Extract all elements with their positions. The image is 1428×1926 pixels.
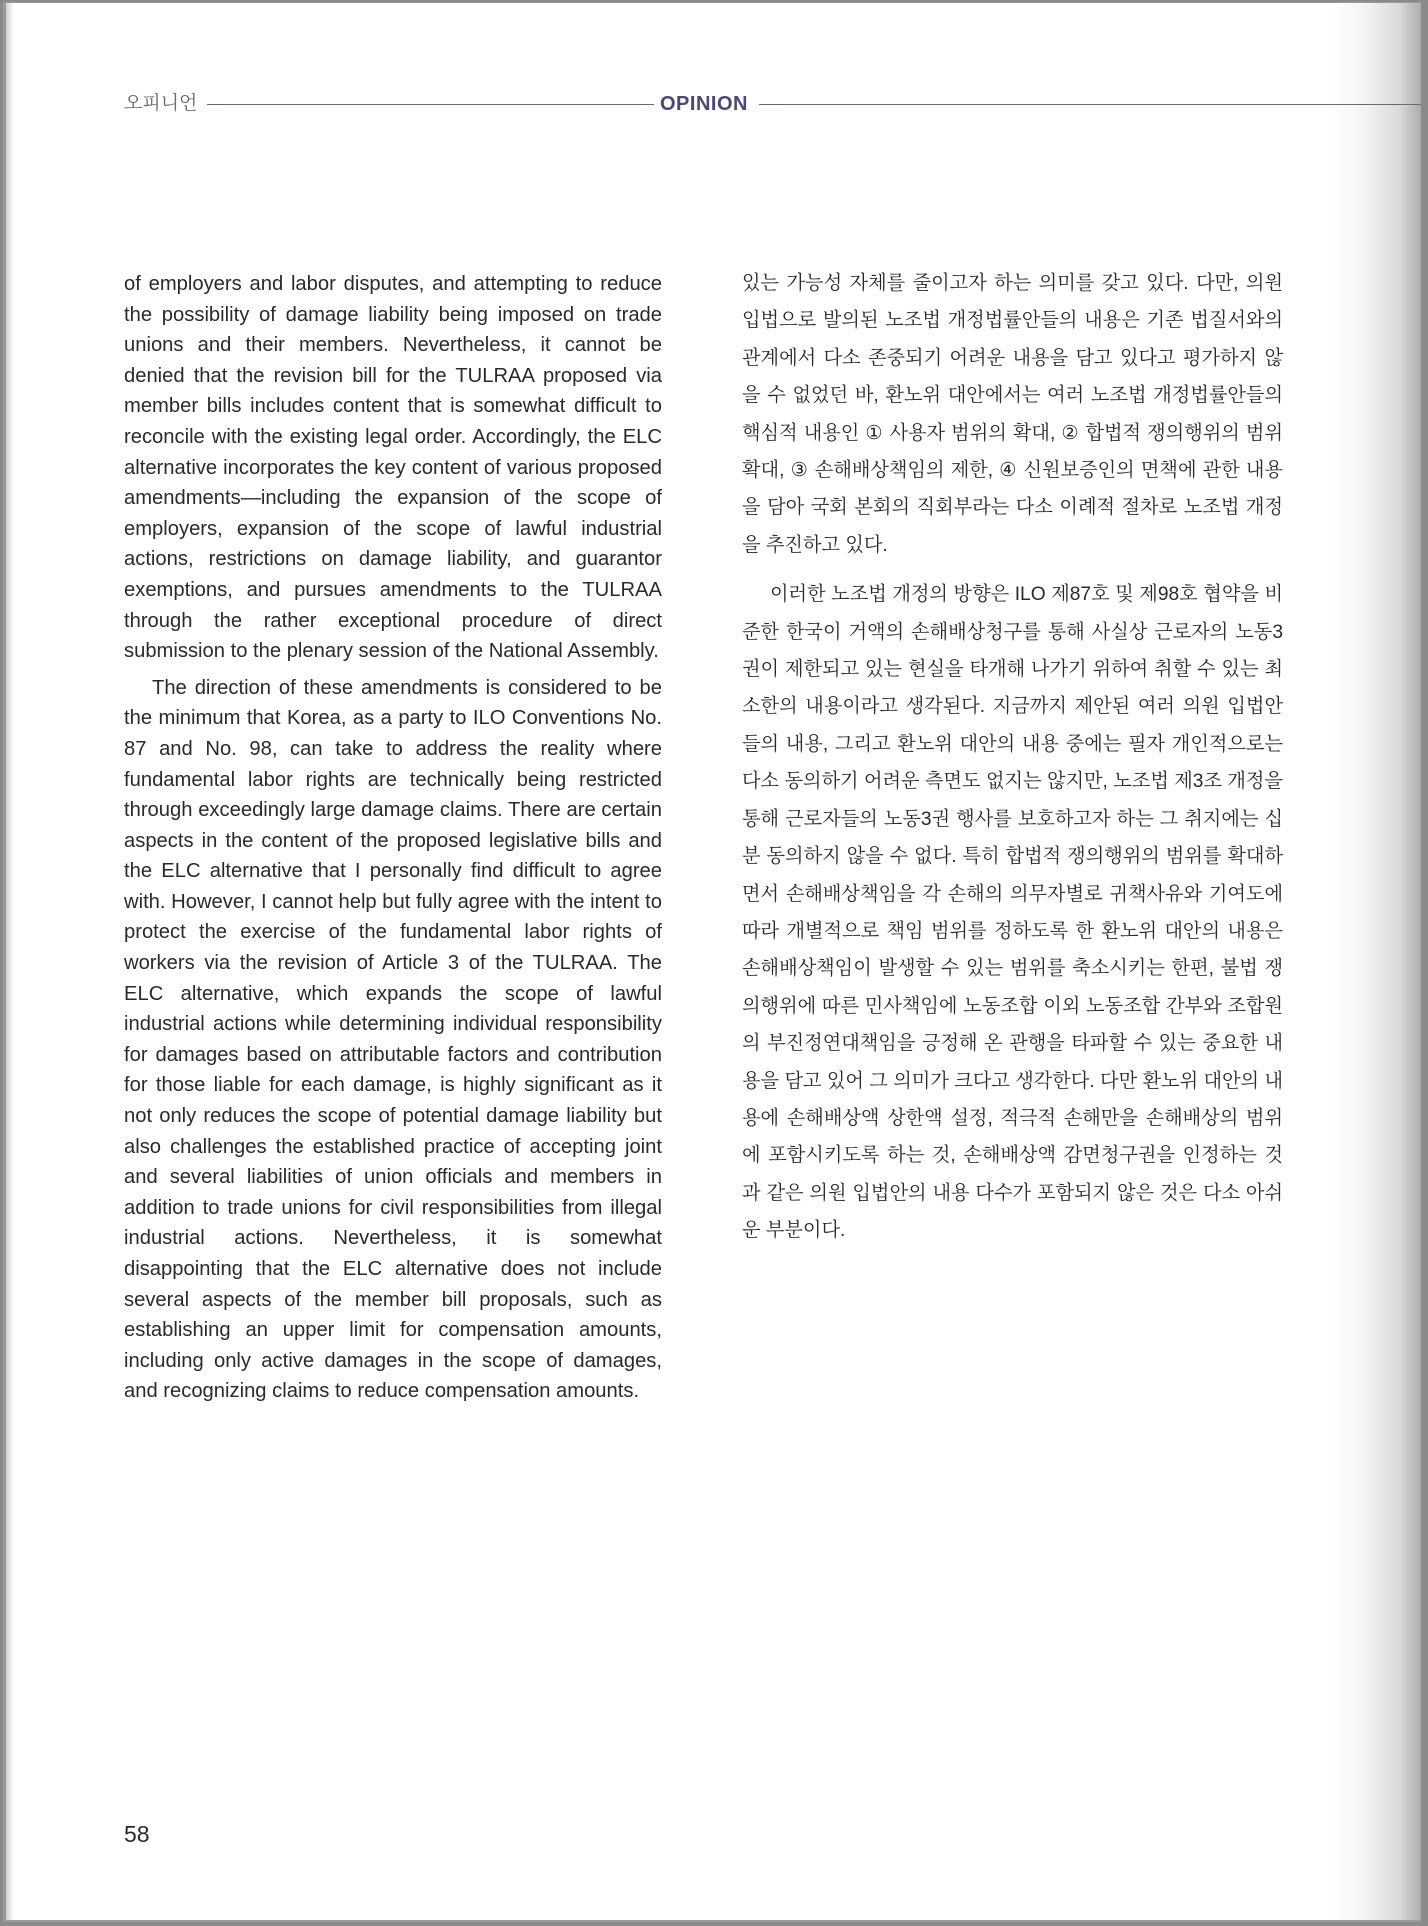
english-paragraph-2: The direction of these amendments is considered to be the minimum that Korea, as a party to ILO Conventions No. 87 and No. 98, can take to address the reality where fundamental labor rights are technically being restricted through exceedingly large damage claims. There are certain aspects in the content of the proposed legislative bills and the ELC alternative that I personally find difficult to agree with. However, I cannot help but fully agree with the intent to protect the exercise of the fundamental labor rights of workers via the revision of Article 3 of the TULRAA. The ELC alternative, which expands the scope of lawful industrial actions while determining individual responsibility for damages based on attributable factors and contribution for those liable for each damage, is highly significant as it not only reduces the scope of potential damage liability but also challenges the established practice of accepting joint and several liabilities of union officials and members in addition to trade unions for civil responsibilities from illegal industrial actions. Nevertheless, it is somewhat disappointing that the ELC alternative does not include several aspects of the member bill proposals, such as establishing an upper limit for compensation amounts, including only active damages in the scope of damages, and recognizing claims to reduce compensation amounts. [124,676,662,1403]
korean-column [742,265,1283,1250]
page-number: 58 [124,1821,150,1847]
header-section-label: 오피니언 [124,93,198,114]
running-header [124,91,1421,117]
korean-paragraph-1: 있는 가능성 자체를 줄이고자 하는 의미를 갖고 있다. 다만, 의원 입법으로 발의된 노조법 개정법률안들의 내용은 기존 법질서와의 관계에서 다소 존중되기 어려운 내용을 담고 있다고 평가하지 않을 수 없었던 바, 환노위 대안에서는 여러 노조법 개정법률안들의 핵심적 내용인 ① 사용자 범위의 확대, ② 합법적 쟁의행위의 범위 확대, ③ 손해배상책임의 제한, ④ 신원보증인의 면책에 관한 내용을 담아 국회 본회의 직회부라는 다소 이례적 절차로 노조법 개정을 추진하고 있다. [742,273,1283,556]
page-edge-shadow [6,3,14,1920]
english-column [124,269,662,1407]
header-title: OPINION [660,93,748,115]
document-page [3,2,1421,1922]
book-spine-shadow [1331,3,1421,1920]
korean-paragraph-2: 이러한 노조법 개정의 방향은 ILO 제87호 및 제98호 협약을 비준한 한국이 거액의 손해배상청구를 통해 사실상 근로자의 노동3권이 제한되고 있는 현실을 타개해 나가기 위하여 취할 수 있는 최소한의 내용이라고 생각된다. 지금까지 제안된 여러 의원 입법안들의 내용, 그리고 환노위 대안의 내용 중에는 필자 개인적으로는 다소 동의하기 어려운 측면도 없지는 않지만, 노조법 제3조 개정을 통해 근로자들의 노동3권 행사를 보호하고자 하는 그 취지에는 십분 동의하지 않을 수 없다. 특히 합법적 쟁의행위의 범위를 확대하면서 손해배상책임을 각 손해의 의무자별로 귀책사유와 기여도에 따라 개별적으로 책임 범위를 정하도록 한 환노위 대안의 내용은 손해배상책임이 발생할 수 있는 범위를 축소시키는 한편, 불법 쟁의행위에 따른 민사책임에 노동조합 이외 노동조합 간부와 조합원의 부진정연대책임을 긍정해 온 관행을 타파할 수 있는 중요한 내용을 담고 있어 그 의미가 크다고 생각한다. 다만 환노위 대안의 내용에 손해배상액 상한액 설정, 적극적 손해만을 손해배상의 범위에 포함시키도록 하는 것, 손해배상액 감면청구권을 인정하는 것과 같은 의원 입법안의 내용 다수가 포함되지 않은 것은 다소 아쉬운 부분이다. [742,584,1283,1242]
header-rule-right [759,104,1421,105]
header-rule-left [207,104,654,105]
english-paragraph-1: of employers and labor disputes, and attempting to reduce the possibility of damage liability being imposed on trade unions and their members. Nevertheless, it cannot be denied that the revision bill for the TULRAA proposed via member bills includes content that is somewhat difficult to reconcile with the existing legal order. Accordingly, the ELC alternative incorporates the key content of various proposed amendments—including the expansion of the scope of employers, expansion of the scope of lawful industrial actions, restrictions on damage liability, and guarantor exemptions, and pursues amendments to the TULRAA through the rather exceptional procedure of direct submission to the plenary session of the National Assembly. [124,273,662,663]
